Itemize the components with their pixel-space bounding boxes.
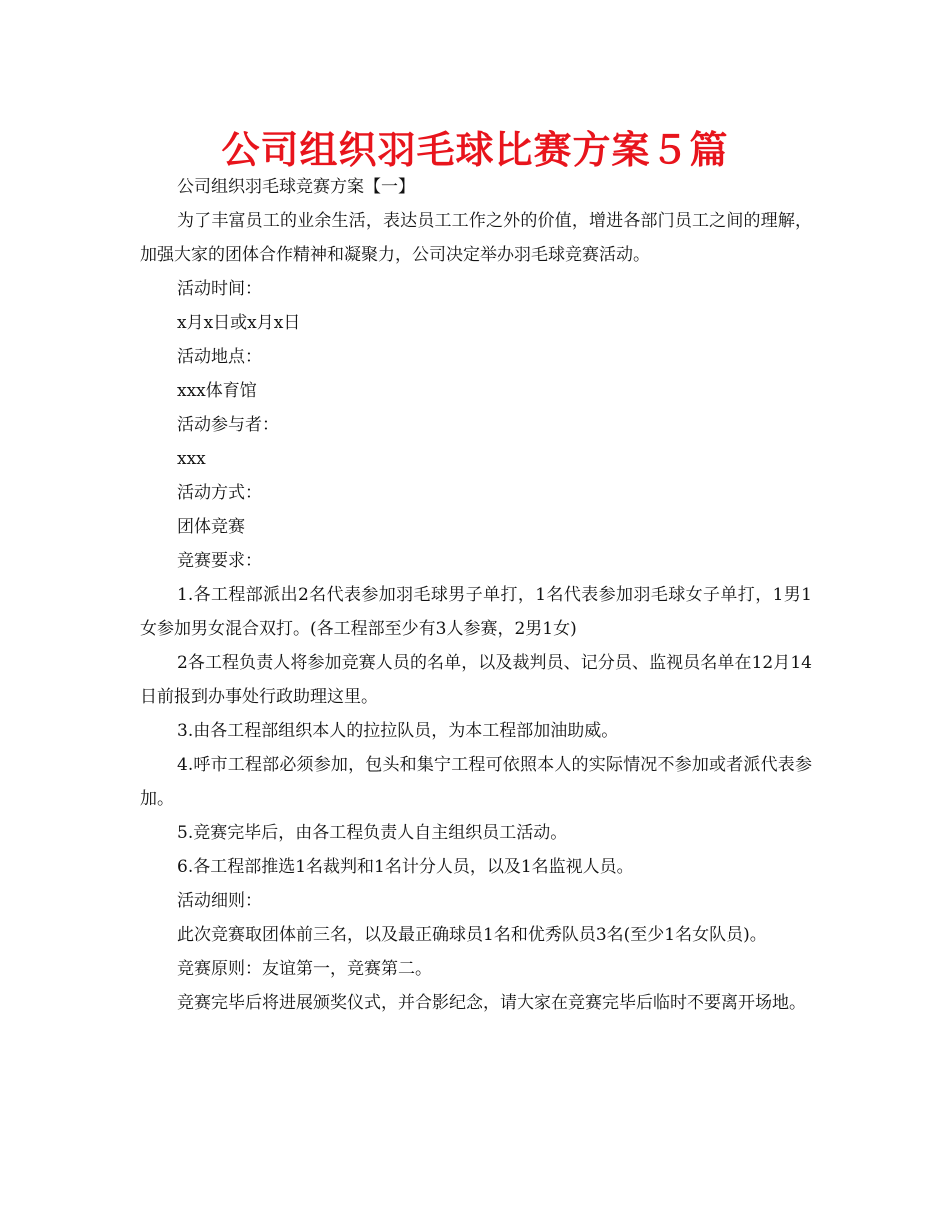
time-value: x月x日或x月x日 (177, 313, 301, 333)
location-value: xxx体育馆 (177, 381, 257, 401)
closing-paragraph: 竞赛完毕后将进展颁奖仪式，并合影纪念，请大家在竞赛完毕后临时不要离开场地。 (177, 993, 806, 1013)
format-label: 活动方式： (177, 483, 262, 503)
intro-paragraph: 为了丰富员工的业余生活，表达员工工作之外的价值，增进各部门员工之间的理解，加强大家的团体合作精神和凝聚力，公司决定举办羽毛球竞赛活动。 (140, 211, 812, 265)
time-label: 活动时间： (177, 279, 262, 299)
section-heading: 公司组织羽毛球竞赛方案【一】 (177, 177, 415, 197)
requirements-label: 竞赛要求： (177, 551, 262, 571)
requirement-item: 4.呼市工程部必须参加，包头和集宁工程可依照本人的实际情况不参加或者派代表参加。 (140, 755, 812, 809)
requirement-item: 6.各工程部推选1名裁判和1名计分人员，以及1名监视人员。 (177, 857, 634, 877)
participants-value: xxx (177, 449, 206, 469)
rules-label: 活动细则： (177, 891, 262, 911)
document-title: 公司组织羽毛球比赛方案５篇 (221, 128, 729, 172)
location-label: 活动地点： (177, 347, 262, 367)
document-body (140, 170, 812, 1020)
participants-label: 活动参与者： (177, 415, 279, 435)
requirement-item: 1.各工程部派出2名代表参加羽毛球男子单打，1名代表参加羽毛球女子单打，1男1女参加男女混合双打。(各工程部至少有3人参赛，2男1女) (140, 585, 812, 639)
rules-paragraph: 此次竞赛取团体前三名，以及最正确球员1名和优秀队员3名(至少1名女队员)。 (177, 925, 767, 945)
format-value: 团体竞赛 (177, 517, 245, 537)
requirement-item: 5.竞赛完毕后，由各工程负责人自主组织员工活动。 (177, 823, 568, 843)
principle-paragraph: 竞赛原则：友谊第一，竞赛第二。 (177, 959, 432, 979)
requirement-item: 2各工程负责人将参加竞赛人员的名单，以及裁判员、记分员、监视员名单在12月14日前报到办事处行政助理这里。 (140, 653, 812, 707)
requirement-item: 3.由各工程部组织本人的拉拉队员，为本工程部加油助威。 (177, 721, 619, 741)
